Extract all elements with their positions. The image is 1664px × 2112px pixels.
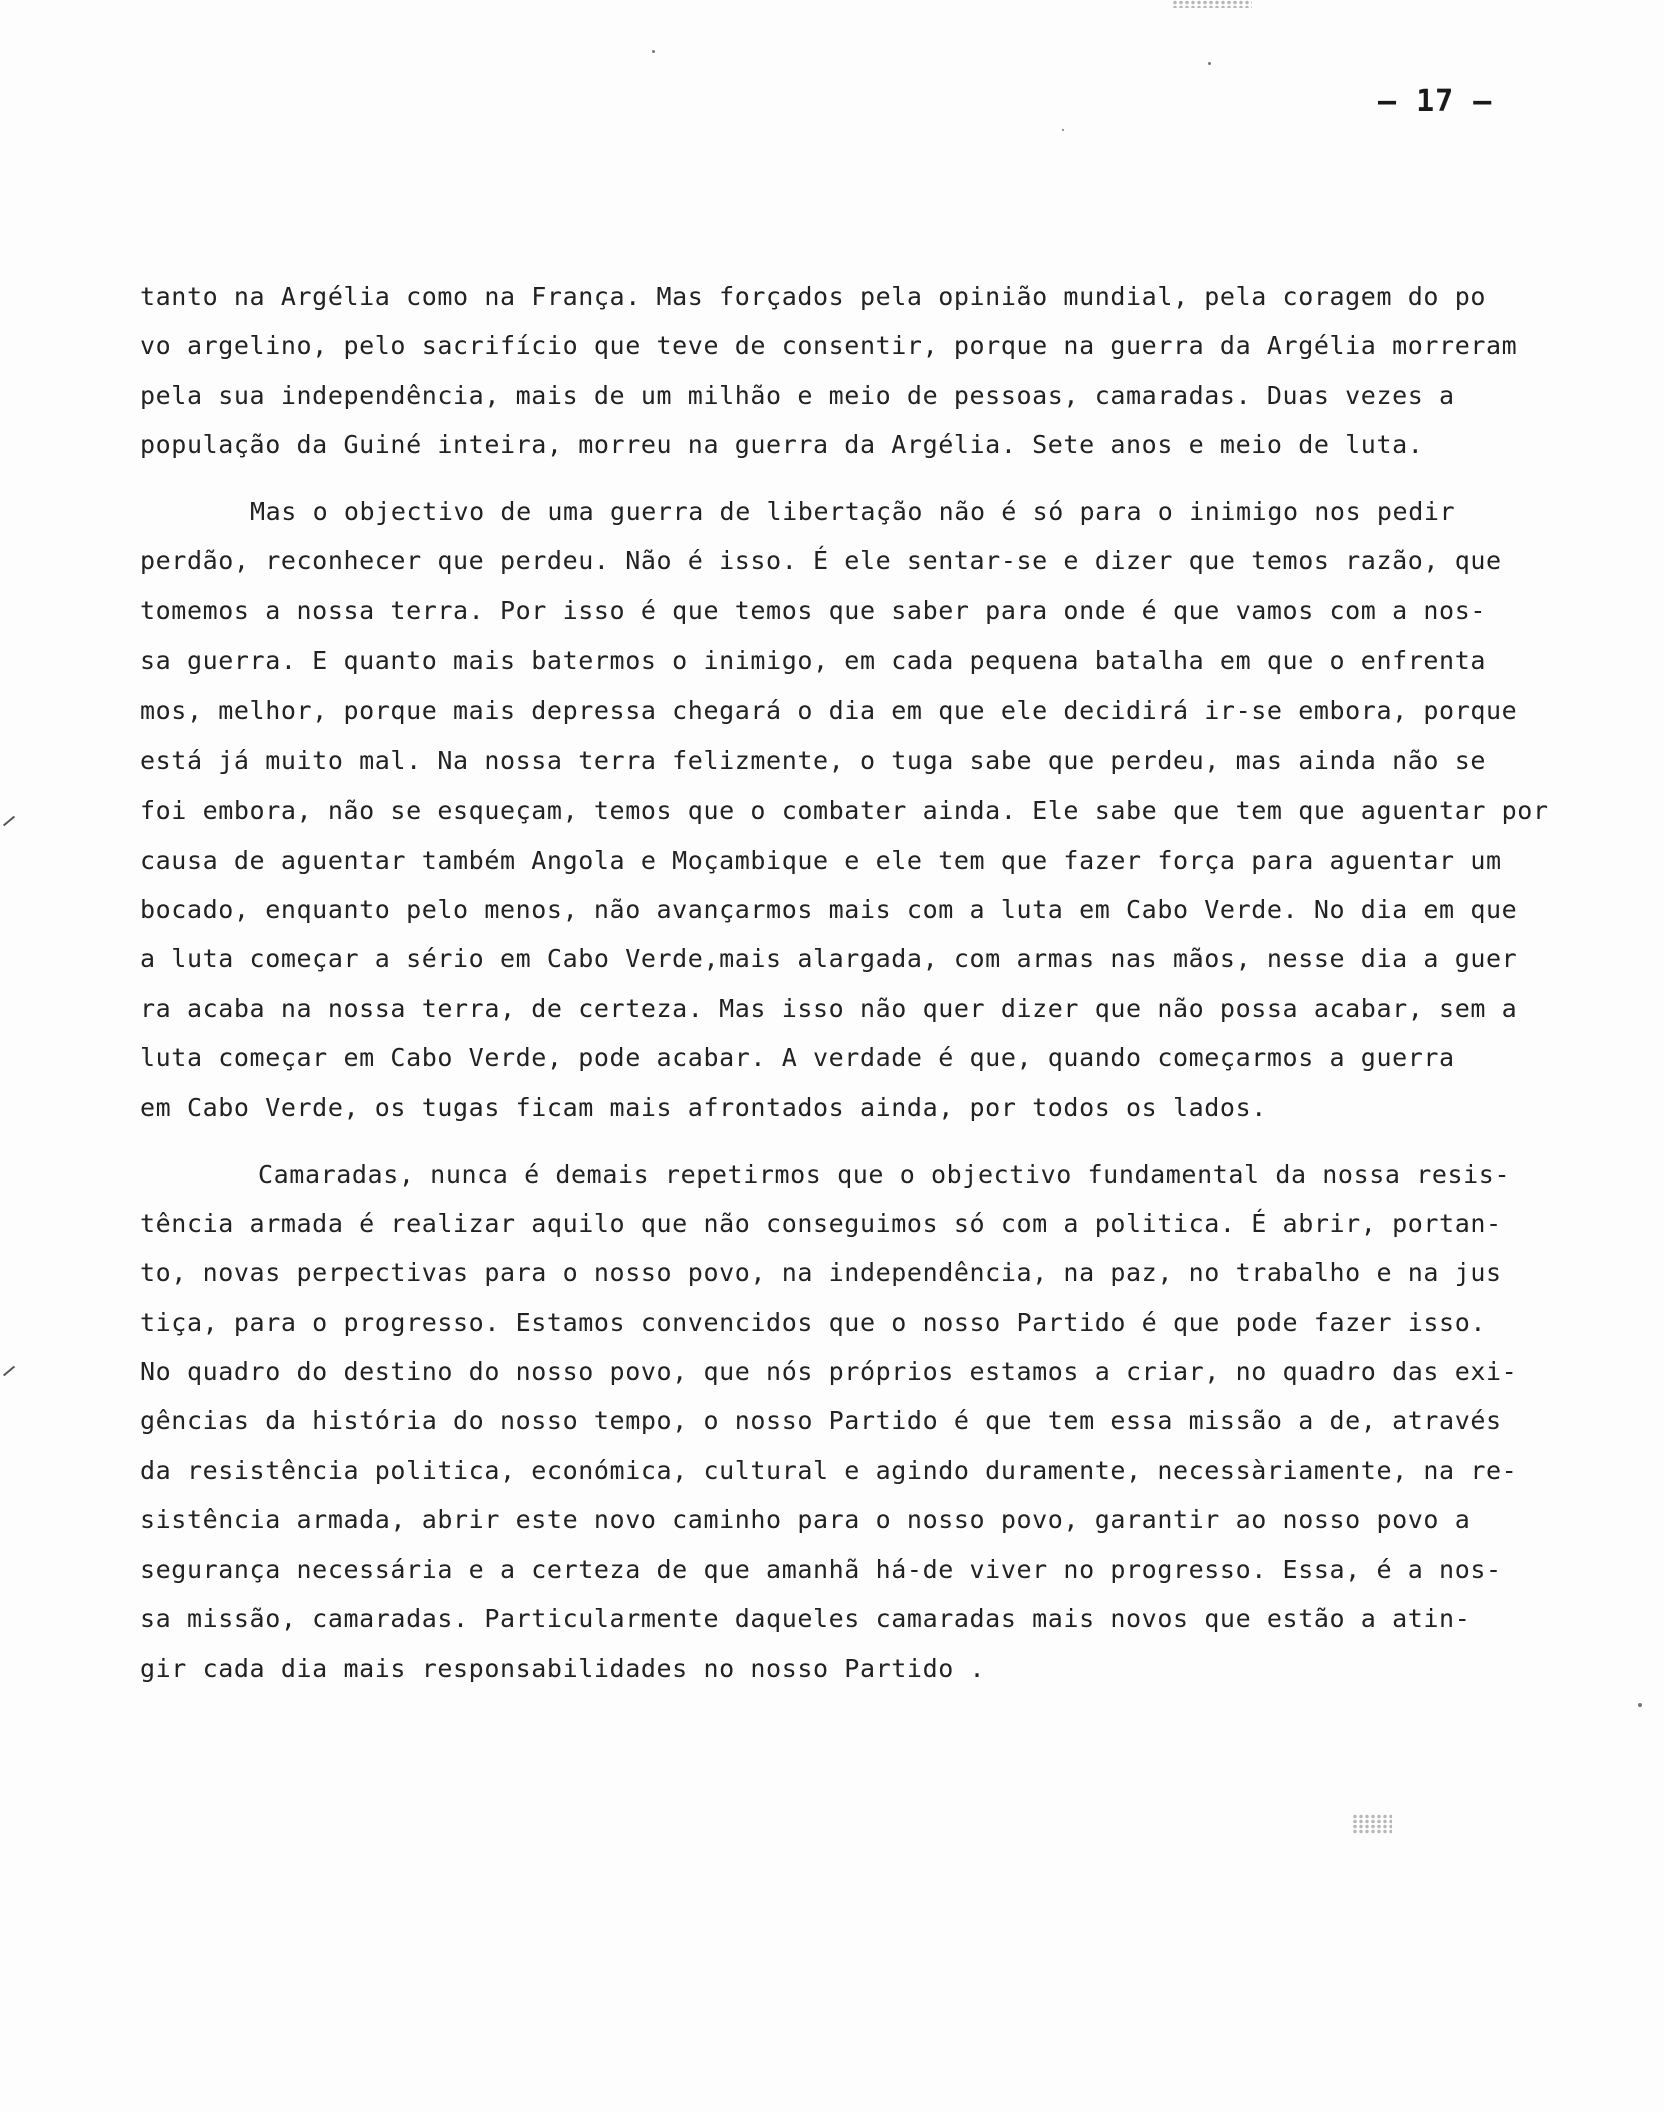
text-line: perdão, reconhecer que perdeu. Não é isso. É ele sentar-se e dizer que temos razão, que bbox=[140, 546, 1502, 575]
page-number: — 17 — bbox=[1378, 84, 1493, 119]
text-line: população da Guiné inteira, morreu na guerra da Argélia. Sete anos e meio de luta. bbox=[140, 430, 1424, 459]
text-line: tomemos a nossa terra. Por isso é que temos que saber para onde é que vamos com a nos- bbox=[140, 596, 1487, 625]
text-line: a luta começar a sério em Cabo Verde,mais alargada, com armas nas mãos, nesse dia a guer bbox=[140, 944, 1518, 973]
scan-speck bbox=[1208, 62, 1211, 65]
text-line: mos, melhor, porque mais depressa chegará o dia em que ele decidirá ir-se embora, porque bbox=[140, 696, 1518, 725]
margin-mark bbox=[3, 1366, 15, 1377]
scan-speck bbox=[1062, 129, 1064, 131]
text-line: tanto na Argélia como na França. Mas forçados pela opinião mundial, pela coragem do po bbox=[140, 282, 1487, 311]
scan-smudge bbox=[1352, 1814, 1392, 1834]
text-line: tência armada é realizar aquilo que não conseguimos só com a politica. É abrir, portan- bbox=[140, 1209, 1502, 1238]
text-line: Mas o objectivo de uma guerra de libertação não é só para o inimigo nos pedir bbox=[250, 497, 1456, 526]
text-line: vo argelino, pelo sacrifício que teve de consentir, porque na guerra da Argélia morreram bbox=[140, 331, 1518, 360]
text-line: gências da história do nosso tempo, o nosso Partido é que tem essa missão a de, através bbox=[140, 1406, 1502, 1435]
text-line: tiça, para o progresso. Estamos convencidos que o nosso Partido é que pode fazer isso. bbox=[140, 1308, 1487, 1337]
text-line: sa missão, camaradas. Particularmente daqueles camaradas mais novos que estão a atin- bbox=[140, 1604, 1471, 1633]
text-line: to, novas perpectivas para o nosso povo, na independência, na paz, no trabalho e na jus bbox=[140, 1258, 1502, 1287]
text-line: da resistência politica, económica, cultural e agindo duramente, necessàriamente, na re- bbox=[140, 1456, 1518, 1485]
margin-mark bbox=[3, 816, 15, 827]
text-line: está já muito mal. Na nossa terra felizmente, o tuga sabe que perdeu, mas ainda não se bbox=[140, 746, 1487, 775]
text-line: causa de aguentar também Angola e Moçambique e ele tem que fazer força para aguentar um bbox=[140, 846, 1502, 875]
text-line: bocado, enquanto pelo menos, não avançarmos mais com a luta em Cabo Verde. No dia em que bbox=[140, 895, 1518, 924]
scan-speck bbox=[1638, 1703, 1642, 1707]
text-line: foi embora, não se esqueçam, temos que o combater ainda. Ele sabe que tem que aguentar por bbox=[140, 796, 1549, 825]
text-line: ra acaba na nossa terra, de certeza. Mas isso não quer dizer que não possa acabar, sem a bbox=[140, 994, 1518, 1023]
text-line: sistência armada, abrir este novo caminho para o nosso povo, garantir ao nosso povo a bbox=[140, 1505, 1471, 1534]
text-line: gir cada dia mais responsabilidades no nosso Partido . bbox=[140, 1654, 986, 1683]
text-line: segurança necessária e a certeza de que amanhã há-de viver no progresso. Essa, é a nos- bbox=[140, 1555, 1502, 1584]
text-line: Camaradas, nunca é demais repetirmos que o objectivo fundamental da nossa resis- bbox=[258, 1160, 1511, 1189]
text-line: sa guerra. E quanto mais batermos o inimigo, em cada pequena batalha em que o enfrenta bbox=[140, 646, 1487, 675]
text-line: pela sua independência, mais de um milhão e meio de pessoas, camaradas. Duas vezes a bbox=[140, 381, 1455, 410]
scan-smudge bbox=[1172, 0, 1252, 8]
text-line: luta começar em Cabo Verde, pode acabar. A verdade é que, quando começarmos a guerra bbox=[140, 1043, 1455, 1072]
text-line: em Cabo Verde, os tugas ficam mais afrontados ainda, por todos os lados. bbox=[140, 1093, 1267, 1122]
text-line: No quadro do destino do nosso povo, que nós próprios estamos a criar, no quadro das exi- bbox=[140, 1357, 1518, 1386]
scan-speck bbox=[652, 50, 655, 53]
